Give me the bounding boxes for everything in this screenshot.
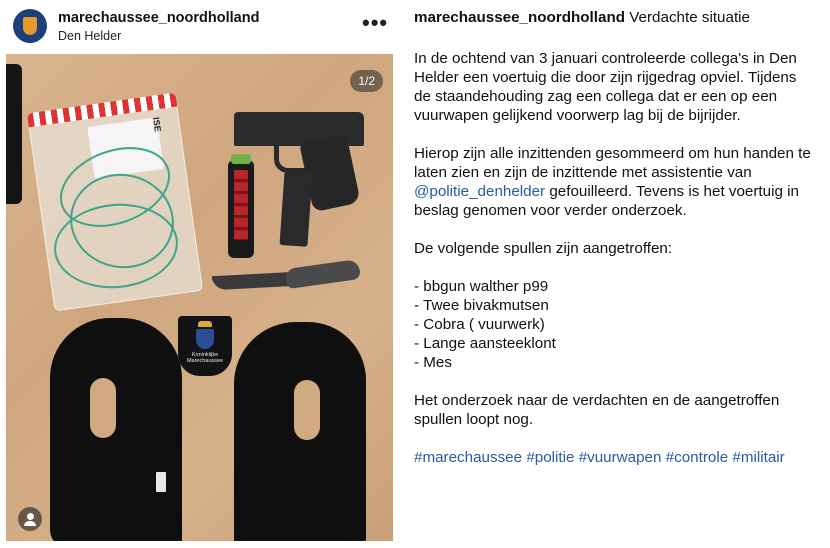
caption-paragraph-3: Het onderzoek naar de verdachten en de aangetroffen spullen loopt nog. [414, 392, 780, 428]
post-location[interactable]: Den Helder [58, 29, 122, 43]
balaclava-left [50, 318, 182, 541]
list-item: - Twee bivakmutsen [414, 297, 549, 314]
caption-title: Verdachte situatie [629, 9, 750, 26]
ellipsis-icon[interactable]: ••• [362, 10, 389, 35]
post-header [0, 0, 400, 52]
cobra-cap [231, 154, 251, 164]
cloth-strip [6, 64, 22, 204]
eye-hole [90, 378, 116, 438]
list-item: - Lange aansteeklont [414, 335, 556, 352]
hashtags [414, 448, 814, 467]
eye-hole [294, 380, 320, 440]
shield-icon [196, 329, 214, 349]
user-tag-body [24, 521, 36, 526]
hashtag-link[interactable]: #vuurwapen [578, 449, 662, 466]
knife-handle [285, 259, 361, 289]
list-item: - bbgun walther p99 [414, 278, 549, 295]
marechaussee-logo-icon [23, 17, 37, 35]
marechaussee-badge [178, 316, 232, 376]
list-intro: De volgende spullen zijn aangetroffen: [414, 240, 673, 257]
pistol-magazine [279, 171, 312, 247]
caption-username[interactable]: marechaussee_noordholland [414, 9, 626, 26]
caption-paragraph-2 [414, 144, 814, 220]
paragraph2-before: Hierop zijn alle inzittenden gesommeerd om hun handen te laten zien en zijn de inzittende met assistentie van [414, 145, 811, 181]
balaclava-right [234, 322, 366, 541]
caption-paragraph-1: In de ochtend van 3 januari controleerde collega's in Den Helder een voertuig die door zijn rijgedrag opviel. Tijdens de staandehouding zag een collega dat er een op een vuurwapen gelijkend voorwerp lag bij de bijrijder. [414, 50, 797, 124]
hashtag-link[interactable]: #politie [526, 449, 575, 466]
post-username[interactable]: marechaussee_noordholland [58, 10, 260, 26]
user-tag-icon[interactable] [18, 507, 42, 531]
crown-icon [198, 321, 212, 327]
paragraph2-after: gefouilleerd. Tevens is het voertuig in beslag genomen voor verder onderzoek. [414, 183, 799, 219]
user-tag-head [27, 513, 34, 520]
list-item: - Cobra ( vuurwerk) [414, 316, 545, 333]
avatar[interactable] [13, 9, 47, 43]
bag-label-text: ISE [150, 116, 163, 133]
list-item: - Mes [414, 354, 452, 371]
hashtag-link[interactable]: #marechaussee [414, 449, 523, 466]
knife-blade [212, 272, 297, 290]
badge-text: Koninklijke Marechaussee [186, 352, 224, 364]
cobra-label [234, 170, 248, 240]
post-caption [414, 8, 814, 486]
caption-header [414, 8, 814, 27]
hashtag-link[interactable]: #controle [665, 449, 729, 466]
image-counter: 1/2 [350, 70, 383, 92]
mention-link[interactable]: @politie_denhelder [414, 183, 546, 200]
hashtag-link[interactable]: #militair [732, 449, 785, 466]
items-list [414, 277, 814, 372]
mask-tag [156, 472, 166, 492]
post-photo[interactable] [6, 54, 393, 541]
